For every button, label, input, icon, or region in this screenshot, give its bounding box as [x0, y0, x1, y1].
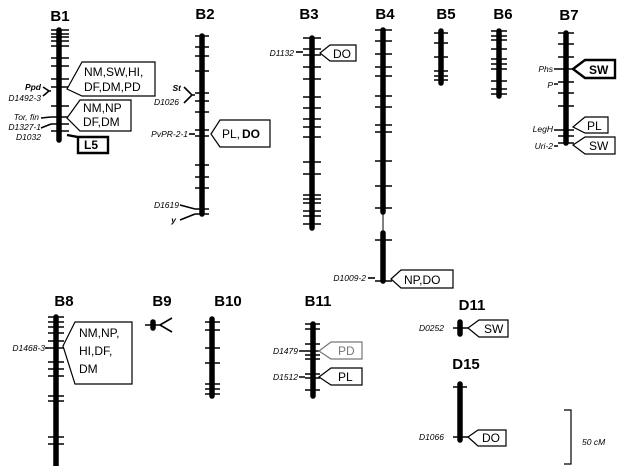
marker-d1327: D1327-1 — [8, 122, 41, 132]
chromosome-b1 — [8, 30, 155, 153]
marker-st: St — [172, 83, 181, 93]
marker-d1468: D1468-3 — [12, 343, 45, 353]
marker-uri2: Uri-2 — [534, 141, 553, 151]
title-b2: B2 — [195, 6, 215, 23]
title-b5: B5 — [436, 6, 456, 23]
qtl-box-b2 — [211, 120, 270, 147]
marker-d1492: D1492-3 — [8, 93, 41, 103]
title-b4: B4 — [375, 6, 395, 23]
scale-label: 50 cM — [582, 437, 606, 447]
chromosome-b10 — [205, 319, 220, 396]
marker-d1009: D1009-2 — [333, 273, 366, 283]
chromosome-d15 — [419, 384, 506, 446]
marker-d1619: D1619 — [153, 200, 179, 210]
marker-phs: Phs — [538, 64, 553, 74]
title-b6: B6 — [493, 6, 513, 23]
qtl-b7-sw1: SW — [589, 63, 609, 77]
qtl-d11: SW — [484, 322, 504, 336]
title-b7: B7 — [559, 7, 579, 24]
qtl-b8-line3: DM — [79, 362, 98, 376]
title-b1: B1 — [50, 8, 70, 25]
marker-p: P — [547, 80, 553, 90]
qtl-b1-c: L5 — [84, 138, 99, 152]
chromosome-b8 — [12, 317, 132, 466]
chromosome-b2 — [151, 36, 270, 225]
chromosome-b9 — [145, 318, 172, 332]
qtl-b1-b-line2: DF,DM — [83, 115, 120, 129]
title-b9: B9 — [152, 293, 172, 310]
chromosome-b5 — [434, 31, 448, 83]
qtl-b1-b-line1: NM,NP — [83, 101, 122, 115]
marker-ppd: Ppd — [24, 82, 41, 92]
marker-d1066: D1066 — [418, 432, 444, 442]
qtl-b8-line1: NM,NP, — [79, 326, 120, 340]
marker-d0252: D0252 — [418, 323, 444, 333]
marker-pvpr: PvPR-2-1 — [151, 129, 188, 139]
marker-d1026: D1026 — [153, 97, 179, 107]
qtl-b1-a-line2: DF,DM,PD — [84, 80, 141, 94]
marker-d1479: D1479 — [272, 346, 298, 356]
qtl-b2-pl: PL, — [222, 127, 241, 141]
chromosome-d11 — [419, 320, 508, 337]
qtl-b8-line2: HI,DF, — [79, 344, 113, 358]
title-d11: D11 — [458, 297, 486, 314]
qtl-b2-do: DO — [242, 127, 260, 141]
marker-d1132: D1132 — [269, 48, 294, 58]
qtl-d15: DO — [482, 431, 500, 445]
marker-y: y — [171, 215, 176, 225]
chromosome-b3 — [270, 38, 356, 228]
qtl-b7-sw2: SW — [589, 139, 609, 153]
title-b11: B11 — [304, 293, 332, 310]
chromosome-b6 — [491, 31, 507, 96]
chromosome-b7 — [533, 33, 615, 154]
chromosome-b4 — [333, 30, 453, 288]
marker-d1032: D1032 — [15, 132, 41, 142]
marker-legh: LegH — [532, 124, 553, 134]
scale-bar — [564, 410, 606, 464]
qtl-b11-pd: PD — [338, 344, 355, 358]
title-b3: B3 — [299, 6, 319, 23]
title-b8: B8 — [54, 293, 74, 310]
qtl-b4: NP,DO — [404, 273, 441, 287]
marker-torfin: Tor, fin — [13, 112, 39, 122]
qtl-b1-a-line1: NM,SW,HI, — [84, 65, 144, 79]
qtl-b11-pl: PL — [338, 370, 353, 384]
qtl-b7-pl: PL — [587, 119, 602, 133]
chromosome-b11 — [273, 324, 362, 396]
title-b10: B10 — [214, 293, 242, 310]
marker-d1512: D1512 — [272, 372, 298, 382]
title-d15: D15 — [452, 356, 480, 373]
qtl-b3: DO — [333, 47, 351, 61]
